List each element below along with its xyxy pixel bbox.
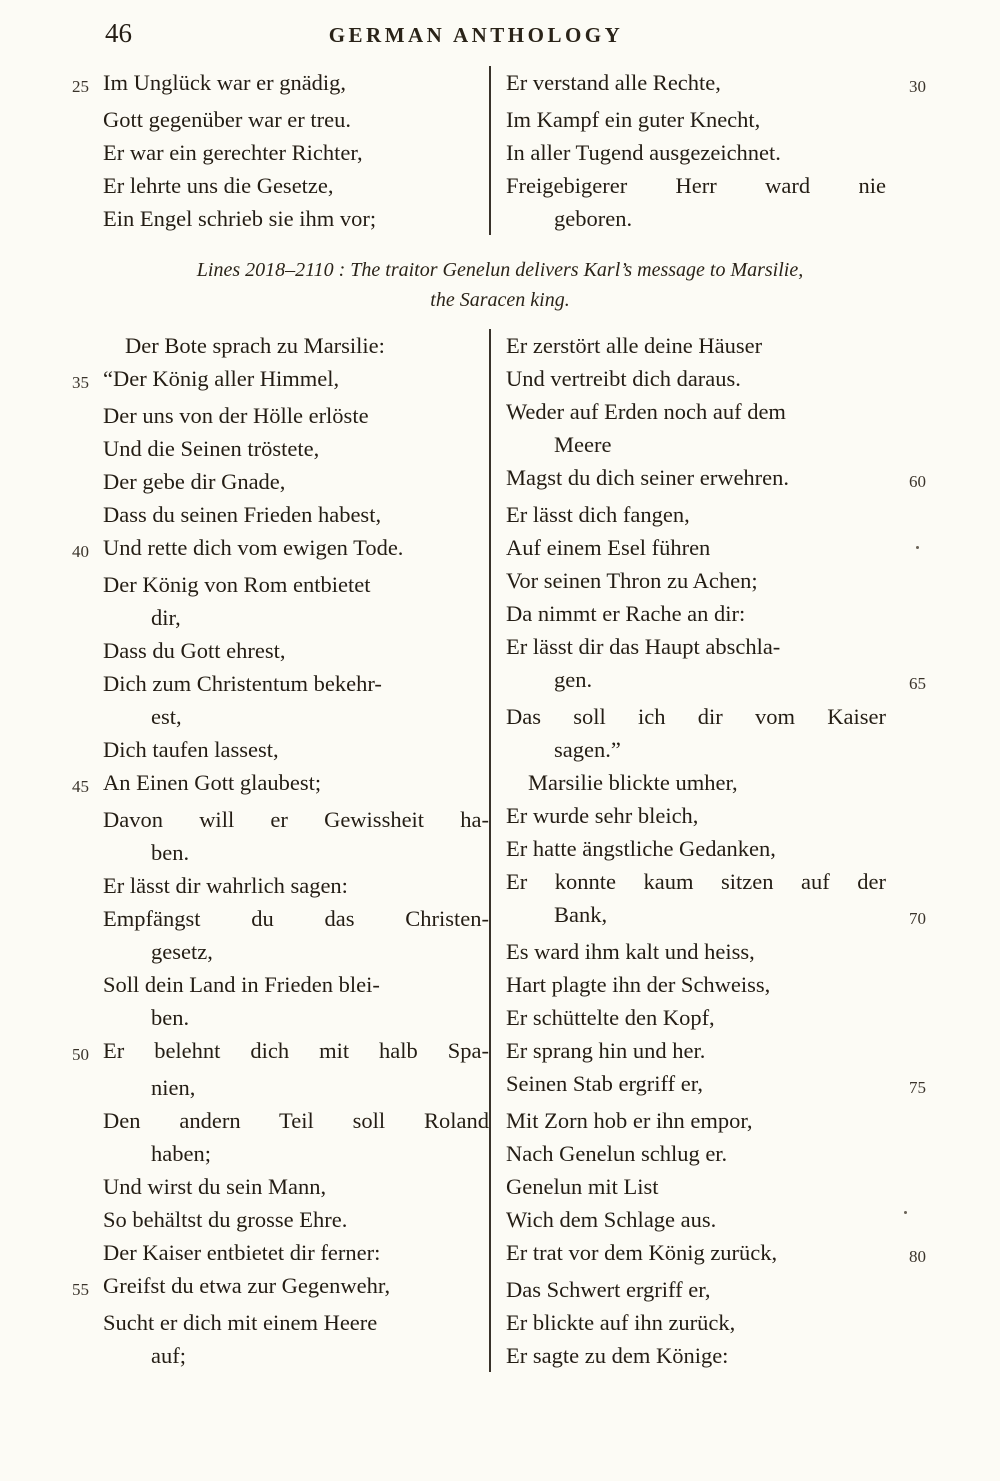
verse-line-number: [886, 202, 930, 235]
verse-line-number: [72, 1137, 103, 1170]
verse-text: Soll dein Land in Frieden blei-: [103, 972, 380, 997]
verse-line: [72, 1269, 489, 1306]
verse-line-number: [72, 169, 103, 202]
verse-text: Der König von Rom entbietet: [103, 572, 371, 597]
verse-line: [506, 766, 930, 799]
verse-text: Vor seinen Thron zu Achen;: [506, 568, 758, 593]
verse-text: Dich zum Christentum bekehr-: [103, 671, 382, 696]
caption-line-2: the Saracen king.: [430, 289, 570, 311]
verse-text: Genelun mit List: [506, 1174, 659, 1199]
verse-line: [72, 869, 489, 902]
verse-line: [506, 968, 930, 1001]
page-number: 46: [105, 18, 132, 48]
verse-line: [506, 799, 930, 832]
verse-line: [72, 1170, 489, 1203]
verse-line-number: [72, 1001, 103, 1034]
verse-line: [506, 700, 930, 733]
verse-line: [72, 902, 489, 935]
verse-line: [506, 461, 930, 498]
verse-line: [72, 1236, 489, 1269]
verse-line-number: [886, 968, 930, 1001]
verse-line-number: [886, 362, 930, 395]
verse-line-number: [72, 700, 103, 733]
verse-line-number: [72, 733, 103, 766]
verse-line: [72, 498, 489, 531]
verse-line-number: 75: [909, 1078, 926, 1097]
verse-text: Er sprang hin und her.: [506, 1038, 706, 1063]
page-header: [72, 16, 940, 60]
verse-text: Er schüttelte den Kopf,: [506, 1005, 715, 1030]
verse-line-number: [72, 1170, 103, 1203]
verse-line-number: [886, 136, 930, 169]
verse-text: Weder auf Erden noch auf dem: [506, 399, 786, 424]
verse-text: Es ward ihm kalt und heiss,: [506, 939, 755, 964]
verse-line-number: [886, 1001, 930, 1034]
verse-line-number: [72, 432, 103, 465]
verse-line: [72, 362, 489, 399]
verse-line: [72, 1137, 489, 1170]
verse-line-number: [886, 1137, 930, 1170]
verse-text: Und die Seinen tröstete,: [103, 436, 320, 461]
verse-line-number: [72, 803, 103, 836]
verse-text: Den andern Teil soll Roland: [103, 1108, 489, 1133]
verse-line-number: [72, 329, 103, 362]
verse-line-number: [886, 1170, 930, 1203]
verse-line: [72, 432, 489, 465]
verse-text: Gott gegenüber war er treu.: [103, 107, 352, 132]
verse-line-number: [72, 935, 103, 968]
scan-speck: [916, 546, 919, 549]
verse-text: Er lässt dir wahrlich sagen:: [103, 873, 348, 898]
verse-line-number: [72, 399, 103, 432]
verse-text: An Einen Gott glaubest;: [103, 770, 322, 795]
verse-line: [506, 1137, 930, 1170]
verse-line-number: [886, 597, 930, 630]
verse-line: [72, 202, 489, 235]
verse-line-number: [72, 1071, 103, 1104]
verse-line: [72, 465, 489, 498]
verse-line-number: [72, 136, 103, 169]
verse-text: est,: [151, 704, 182, 729]
verse-line: [506, 103, 930, 136]
verse-line-number: [72, 968, 103, 1001]
verse-line: [72, 803, 489, 836]
verse-line: [506, 1306, 930, 1339]
verse-line-number: [72, 902, 103, 935]
verse-line-number: [72, 1306, 103, 1339]
verse-text: gen.: [554, 667, 593, 692]
verse-text: Er sagte zu dem Könige:: [506, 1343, 729, 1368]
verse-line-number: [886, 1034, 930, 1067]
verse-text: Freigebigerer Herr ward nie: [506, 173, 886, 198]
verse-line: [72, 733, 489, 766]
verse-line: [506, 1203, 930, 1236]
verse-line: [72, 329, 489, 362]
verse-text: Da nimmt er Rache an dir:: [506, 601, 746, 626]
section-caption: [90, 255, 910, 315]
verse-line: [506, 663, 930, 700]
verse-line-number: [886, 1339, 930, 1372]
verse-text: Dass du Gott ehrest,: [103, 638, 286, 663]
verse-line-number: 65: [909, 674, 926, 693]
verse-line-number: [886, 1273, 930, 1306]
verse-text: ben.: [151, 840, 190, 865]
verse-line: [506, 1236, 930, 1273]
verse-line-number: [886, 799, 930, 832]
verse-line-number: 60: [909, 472, 926, 491]
stanza-block-1: [72, 66, 930, 235]
verse-text: Wich dem Schlage aus.: [506, 1207, 717, 1232]
verse-line: [506, 362, 930, 395]
verse-text: auf;: [151, 1343, 186, 1368]
scan-speck: [904, 1211, 907, 1214]
verse-line-number: 35: [72, 373, 89, 392]
verse-text: gesetz,: [151, 939, 213, 964]
verse-text: In aller Tugend ausgezeichnet.: [506, 140, 781, 165]
verse-line: [506, 630, 930, 663]
verse-line: [72, 1001, 489, 1034]
verse-line-number: [886, 103, 930, 136]
verse-line: [506, 1001, 930, 1034]
verse-line-number: [886, 630, 930, 663]
verse-line: [506, 66, 930, 103]
verse-line-number: [72, 1104, 103, 1137]
verse-text: Magst du dich seiner erwehren.: [506, 465, 790, 490]
verse-line: [506, 428, 930, 461]
verse-text: Er war ein gerechter Richter,: [103, 140, 363, 165]
verse-text: Der Bote sprach zu Marsilie:: [125, 333, 385, 358]
verse-line: [506, 597, 930, 630]
verse-line-number: [886, 564, 930, 597]
verse-text: Der uns von der Hölle erlöste: [103, 403, 369, 428]
verse-text: Greifst du etwa zur Gegenwehr,: [103, 1273, 391, 1298]
verse-text: Marsilie blickte umher,: [528, 770, 738, 795]
verse-text: So behältst du grosse Ehre.: [103, 1207, 348, 1232]
verse-text: Empfängst du das Christen-: [103, 906, 489, 931]
verse-line-number: 55: [72, 1280, 89, 1299]
verse-text: Und vertreibt dich daraus.: [506, 366, 741, 391]
verse-text: Er konnte kaum sitzen auf der: [506, 869, 886, 894]
verse-line-number: [72, 836, 103, 869]
verse-line-number: [72, 498, 103, 531]
verse-line: [506, 498, 930, 531]
verse-text: Bank,: [554, 902, 608, 927]
verse-line-number: [886, 766, 930, 799]
verse-line: [506, 935, 930, 968]
verse-line: [72, 103, 489, 136]
verse-line: [506, 1034, 930, 1067]
verse-line: [506, 329, 930, 362]
verse-line: [72, 169, 489, 202]
verse-line: [506, 1170, 930, 1203]
verse-line: [72, 836, 489, 869]
verse-line-number: [886, 169, 930, 202]
verse-line-number: [72, 1203, 103, 1236]
verse-line: [72, 667, 489, 700]
verse-line: [506, 898, 930, 935]
verse-line-number: [886, 1306, 930, 1339]
verse-text: Im Kampf ein guter Knecht,: [506, 107, 761, 132]
verse-text: Er verstand alle Rechte,: [506, 70, 721, 95]
verse-line-number: [886, 498, 930, 531]
verse-line-number: 45: [72, 777, 89, 796]
verse-line: [506, 733, 930, 766]
verse-line-number: [72, 667, 103, 700]
verse-line: [506, 202, 930, 235]
verse-line-number: 40: [72, 542, 89, 561]
verse-text: Ein Engel schrieb sie ihm vor;: [103, 206, 377, 231]
verse-line: [506, 531, 930, 564]
verse-line: [72, 1104, 489, 1137]
verse-text: nien,: [151, 1075, 196, 1100]
verse-line: [72, 968, 489, 1001]
verse-line: [506, 1339, 930, 1372]
verse-text: Seinen Stab ergriff er,: [506, 1071, 703, 1096]
verse-text: Er belehnt dich mit halb Spa-: [103, 1038, 489, 1063]
verse-line: [72, 399, 489, 432]
verse-line-number: [886, 700, 930, 733]
verse-line-number: [886, 531, 930, 564]
verse-text: Er wurde sehr bleich,: [506, 803, 699, 828]
verse-text: Meere: [554, 432, 612, 457]
poem-column-right: [489, 329, 930, 1372]
verse-text: Er blickte auf ihn zurück,: [506, 1310, 736, 1335]
verse-text: Das soll ich dir vom Kaiser: [506, 704, 886, 729]
verse-line-number: [886, 329, 930, 362]
verse-line-number: 70: [909, 909, 926, 928]
verse-line-number: [72, 1339, 103, 1372]
verse-line: [506, 865, 930, 898]
verse-line-number: [886, 1203, 930, 1236]
verse-line-number: [72, 103, 103, 136]
verse-line: [72, 568, 489, 601]
caption-line-1: Lines 2018–2110 : The traitor Genelun delivers Karl’s message to Marsilie,: [196, 259, 804, 281]
verse-text: Sucht er dich mit einem Heere: [103, 1310, 378, 1335]
verse-text: Und wirst du sein Mann,: [103, 1174, 327, 1199]
verse-line-number: [72, 634, 103, 667]
verse-text: ben.: [151, 1005, 190, 1030]
verse-line: [72, 531, 489, 568]
verse-line: [506, 1067, 930, 1104]
verse-text: haben;: [151, 1141, 211, 1166]
verse-text: sagen.”: [554, 737, 621, 762]
verse-text: geboren.: [554, 206, 633, 231]
verse-line: [506, 1104, 930, 1137]
verse-line-number: 80: [909, 1247, 926, 1266]
verse-line: [72, 136, 489, 169]
verse-line-number: [886, 832, 930, 865]
verse-line-number: 50: [72, 1045, 89, 1064]
verse-line: [72, 766, 489, 803]
verse-line: [72, 1203, 489, 1236]
verse-line-number: [72, 869, 103, 902]
verse-line-number: [72, 202, 103, 235]
verse-text: Er lässt dir das Haupt abschla-: [506, 634, 781, 659]
verse-text: dir,: [151, 605, 181, 630]
stanza-block-2: [72, 329, 930, 1372]
verse-line-number: [886, 935, 930, 968]
verse-line: [72, 66, 489, 103]
verse-line: [72, 1306, 489, 1339]
verse-line: [72, 634, 489, 667]
verse-text: “Der König aller Himmel,: [103, 366, 340, 391]
verse-text: Hart plagte ihn der Schweiss,: [506, 972, 771, 997]
verse-line: [72, 1034, 489, 1071]
verse-line: [72, 1071, 489, 1104]
poem-column-right: [489, 66, 930, 235]
verse-text: Er trat vor dem König zurück,: [506, 1240, 778, 1265]
verse-text: Und rette dich vom ewigen Tode.: [103, 535, 404, 560]
verse-text: Das Schwert ergriff er,: [506, 1277, 711, 1302]
verse-line-number: [72, 601, 103, 634]
verse-text: Er lässt dich fangen,: [506, 502, 690, 527]
verse-line: [506, 169, 930, 202]
verse-line: [506, 832, 930, 865]
verse-text: Der Kaiser entbietet dir ferner:: [103, 1240, 381, 1265]
verse-text: Dich taufen lassest,: [103, 737, 279, 762]
verse-line: [506, 564, 930, 597]
verse-text: Er hatte ängstliche Gedanken,: [506, 836, 776, 861]
verse-line: [506, 136, 930, 169]
verse-line: [72, 935, 489, 968]
verse-line-number: [72, 1236, 103, 1269]
verse-text: Er zerstört alle deine Häuser: [506, 333, 763, 358]
verse-text: Davon will er Gewissheit ha-: [103, 807, 489, 832]
verse-line: [72, 700, 489, 733]
verse-line-number: 25: [72, 77, 89, 96]
verse-line-number: [886, 1104, 930, 1137]
verse-text: Mit Zorn hob er ihn empor,: [506, 1108, 753, 1133]
verse-line-number: [886, 395, 930, 428]
verse-text: Auf einem Esel führen: [506, 535, 711, 560]
verse-line-number: [72, 465, 103, 498]
verse-text: Der gebe dir Gnade,: [103, 469, 286, 494]
verse-line-number: [72, 568, 103, 601]
verse-text: Dass du seinen Frieden habest,: [103, 502, 382, 527]
poem-column-left: [72, 329, 489, 1372]
verse-line: [506, 1273, 930, 1306]
verse-line: [506, 395, 930, 428]
verse-line-number: 30: [909, 77, 926, 96]
verse-text: Im Unglück war er gnädig,: [103, 70, 347, 95]
poem-column-left: [72, 66, 489, 235]
verse-line-number: [886, 428, 930, 461]
verse-line: [72, 601, 489, 634]
verse-text: Er lehrte uns die Gesetze,: [103, 173, 334, 198]
verse-line-number: [886, 733, 930, 766]
page-title: GERMAN ANTHOLOGY: [328, 23, 624, 47]
verse-line-number: [886, 865, 930, 898]
verse-text: Nach Genelun schlug er.: [506, 1141, 728, 1166]
verse-line: [72, 1339, 489, 1372]
